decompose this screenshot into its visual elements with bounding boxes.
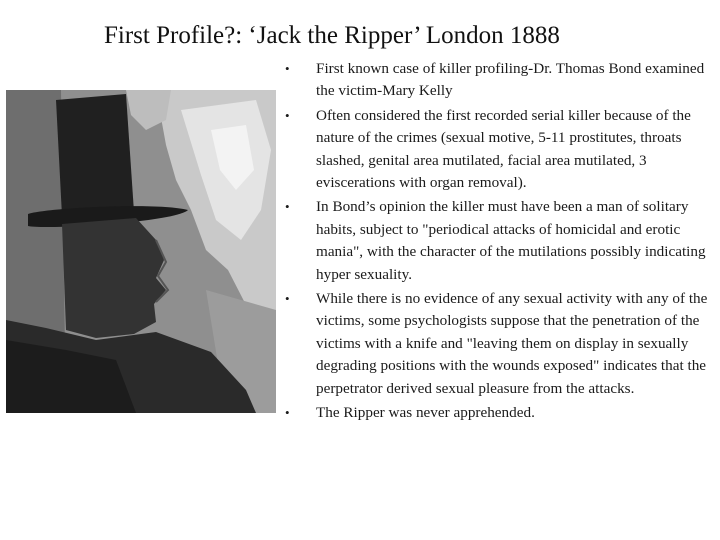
ripper-silhouette-image	[6, 90, 276, 413]
bullet-item	[282, 402, 714, 424]
bullet-list	[282, 58, 714, 427]
slide-title: First Profile?: ‘Jack the Ripper’ London 1888	[104, 22, 560, 49]
bullet-item	[282, 288, 714, 400]
bullet-text: First known case of killer profiling-Dr. Thomas Bond examined the victim-Mary Kelly	[316, 60, 705, 100]
bullet-icon: •	[285, 199, 290, 215]
bullet-text: Often considered the first recorded serial killer because of the nature of the crimes (sexual motive, 5-11 prostitutes, throats slashed, genital area mutilated, facial area mutilated, 3 eviscerations with organ removal).	[316, 106, 691, 192]
bullet-icon: •	[285, 61, 290, 76]
top-hat-silhouette-icon	[6, 90, 276, 413]
bullet-item	[282, 105, 714, 195]
bullet-icon: •	[285, 291, 290, 307]
bullet-icon: •	[285, 405, 290, 421]
bullet-item	[282, 58, 714, 103]
bullet-text: The Ripper was never apprehended.	[316, 404, 535, 422]
bullet-text: While there is no evidence of any sexual activity with any of the victims, some psychologists suppose that the penetration of the victims with a knife and "leaving them on display in sexually degrading positions with the wounds exposed" indicates that the perpetrator derived sexual pleasure from the attacks.	[316, 290, 708, 397]
bullet-text: In Bond’s opinion the killer must have been a man of solitary habits, subject to "periodical attacks of homicidal and erotic mania", with the character of the mutilations possibly indicating hyper sexuality.	[316, 198, 706, 283]
bullet-item	[282, 196, 714, 286]
bullet-icon: •	[285, 107, 290, 123]
